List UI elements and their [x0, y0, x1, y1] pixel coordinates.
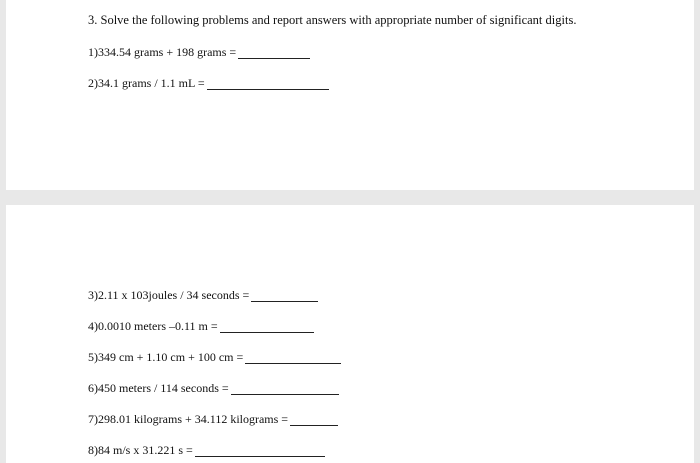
answer-blank-2[interactable] — [207, 78, 329, 90]
problem-7 — [88, 412, 338, 426]
problem-3 — [88, 288, 318, 302]
problem-5-text: 5)349 cm + 1.10 cm + 100 cm = — [88, 350, 244, 364]
answer-blank-8[interactable] — [195, 445, 325, 457]
answer-blank-1[interactable] — [238, 47, 310, 59]
question-heading — [88, 13, 576, 27]
problem-2-text: 2)34.1 grams / 1.1 mL = — [88, 76, 205, 90]
problem-4 — [88, 319, 314, 333]
problem-7-text: 7)298.01 kilograms + 34.112 kilograms = — [88, 412, 289, 426]
problem-6-text: 6)450 meters / 114 seconds = — [88, 381, 229, 395]
answer-blank-6[interactable] — [231, 383, 339, 395]
worksheet-page-bottom — [6, 205, 694, 463]
answer-blank-4[interactable] — [220, 321, 314, 333]
problem-4-text: 4)0.0010 meters –0.11 m = — [88, 319, 218, 333]
worksheet-page-top — [6, 0, 694, 190]
problem-8 — [88, 443, 325, 457]
problem-8-text: 8)84 m/s x 31.221 s = — [88, 443, 193, 457]
answer-blank-3[interactable] — [251, 290, 318, 302]
problem-1 — [88, 45, 310, 59]
problem-3-text: 3)2.11 x 103joules / 34 seconds = — [88, 288, 250, 302]
answer-blank-5[interactable] — [245, 352, 341, 364]
problem-2 — [88, 76, 329, 90]
question-heading-text: 3. Solve the following problems and report answers with appropriate number of significant digits. — [88, 13, 577, 27]
problem-1-text: 1)334.54 grams + 198 grams = — [88, 45, 237, 59]
answer-blank-7[interactable] — [290, 414, 338, 426]
problem-6 — [88, 381, 339, 395]
problem-5 — [88, 350, 341, 364]
